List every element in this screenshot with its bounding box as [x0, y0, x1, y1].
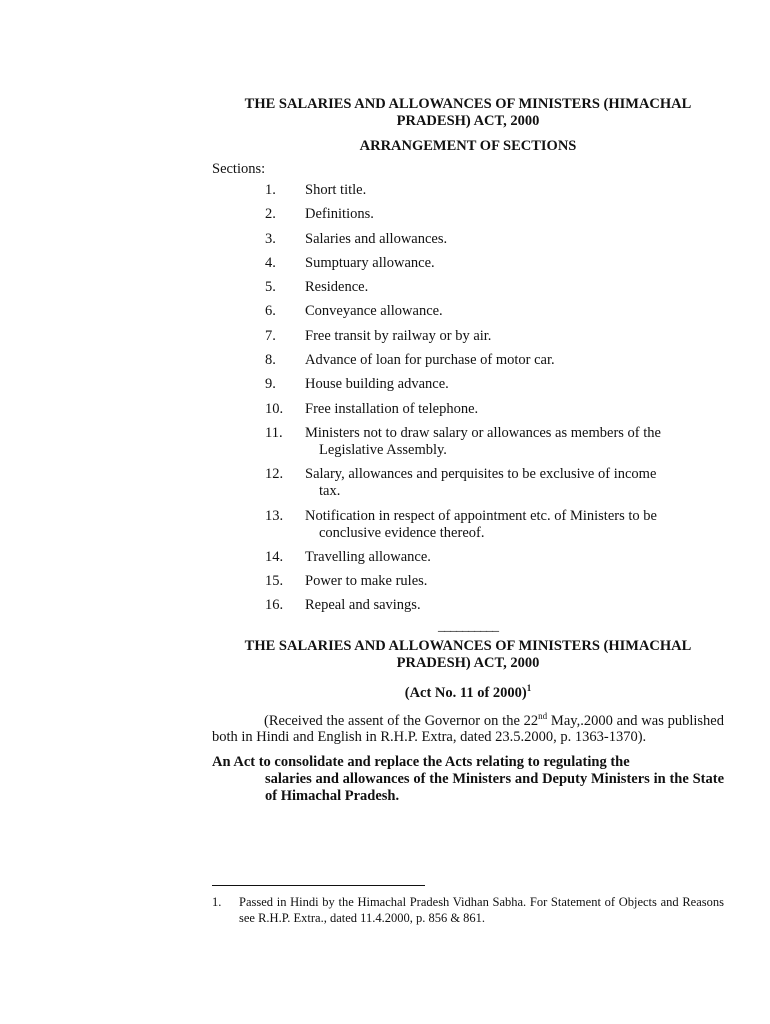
- sections-list: [212, 182, 724, 614]
- section-item: [212, 255, 724, 272]
- assent-text-part1: (Received the assent of the Governor on the 22: [264, 712, 539, 729]
- section-item: [212, 508, 724, 542]
- section-number: 2.: [265, 206, 276, 223]
- long-title-first-line: An Act to consolidate and replace the Acts relating to regulating the: [212, 754, 630, 771]
- separator-rule: __________: [438, 618, 498, 634]
- long-title: [212, 754, 724, 805]
- section-item: [212, 573, 724, 590]
- section-title: Sumptuary allowance.: [305, 254, 435, 271]
- section-number: 16.: [265, 597, 284, 614]
- section-title: Repeal and savings.: [305, 597, 421, 614]
- toc-title-line2: PRADESH) ACT, 2000: [396, 113, 540, 129]
- section-number: 7.: [265, 327, 276, 344]
- section-item: [212, 352, 724, 369]
- long-title-rest: salaries and allowances of the Ministers and Deputy Ministers in the State of Himachal Pradesh.: [265, 771, 724, 805]
- section-number: 3.: [265, 230, 276, 247]
- footnote-divider: [212, 885, 425, 886]
- section-number: 1.: [265, 182, 276, 198]
- section-title: Salary, allowances and perquisites to be exclusive of income: [305, 466, 657, 483]
- section-item: [212, 549, 724, 566]
- footnote-text: Passed in Hindi by the Himachal Pradesh Vidhan Sabha. For Statement of Objects and Reasons see R.H.P. Extra., dated 11.4.2000, p. 856 & 861.: [239, 895, 724, 925]
- act-number-text: (Act No. 11 of 2000): [404, 684, 527, 701]
- document-body: [212, 96, 724, 805]
- section-item: [212, 231, 724, 248]
- section-number: 10.: [265, 400, 284, 417]
- section-item: [212, 597, 724, 614]
- section-item: [212, 303, 724, 320]
- section-number: 14.: [265, 548, 284, 565]
- section-title: Short title.: [305, 182, 367, 198]
- assent-ordinal: nd: [538, 710, 548, 721]
- section-number: 4.: [265, 254, 276, 271]
- footnote-number: 1.: [212, 895, 222, 909]
- section-title: Ministers not to draw salary or allowances as members of the: [305, 424, 661, 441]
- section-title: House building advance.: [305, 376, 449, 393]
- act-title: [212, 638, 724, 672]
- section-item: [212, 279, 724, 296]
- footnote: [212, 894, 724, 926]
- toc-title: [212, 96, 724, 130]
- section-number: 13.: [265, 507, 284, 524]
- assent-paragraph: [212, 708, 724, 747]
- section-item: [212, 376, 724, 393]
- section-number: 9.: [265, 376, 276, 393]
- section-number: 12.: [265, 466, 284, 483]
- section-title: Salaries and allowances.: [305, 230, 448, 247]
- sections-label: Sections:: [212, 161, 266, 177]
- section-number: 8.: [265, 352, 276, 369]
- section-item: [212, 425, 724, 459]
- section-item: [212, 182, 724, 199]
- section-number: 6.: [265, 303, 276, 320]
- section-title: Definitions.: [305, 206, 374, 223]
- section-title: Free installation of telephone.: [305, 400, 479, 417]
- section-title: Residence.: [305, 279, 369, 296]
- section-title: Conveyance allowance.: [305, 303, 443, 320]
- section-item: [212, 328, 724, 345]
- section-number: 5.: [265, 279, 276, 296]
- act-title-line1: THE SALARIES AND ALLOWANCES OF MINISTERS (HIMACHAL: [244, 637, 692, 654]
- section-item: [212, 401, 724, 418]
- toc-title-line1: THE SALARIES AND ALLOWANCES OF MINISTERS (HIMACHAL: [244, 96, 692, 112]
- section-title: Notification in respect of appointment etc. of Ministers to be: [305, 507, 657, 524]
- assent-text-part2: May,.2000 and was published both in Hindi and English in R.H.P. Extra, dated 23.5.2000, p. 1363-1370).: [212, 712, 724, 746]
- section-number: 11.: [265, 424, 283, 441]
- section-title: Power to make rules.: [305, 573, 428, 590]
- act-number: [212, 680, 724, 702]
- section-title-continuation: tax.: [319, 483, 341, 500]
- section-item: [212, 466, 724, 500]
- act-title-line2: PRADESH) ACT, 2000: [396, 654, 540, 671]
- arrangement-heading: ARRANGEMENT OF SECTIONS: [359, 138, 577, 154]
- footnote-ref[interactable]: 1: [526, 682, 532, 693]
- section-title-continuation: conclusive evidence thereof.: [319, 524, 485, 541]
- section-title: Travelling allowance.: [305, 548, 431, 565]
- section-title: Free transit by railway or by air.: [305, 327, 492, 344]
- section-title: Advance of loan for purchase of motor car.: [305, 352, 555, 369]
- section-number: 15.: [265, 573, 284, 590]
- section-item: [212, 206, 724, 223]
- section-title-continuation: Legislative Assembly.: [319, 441, 447, 458]
